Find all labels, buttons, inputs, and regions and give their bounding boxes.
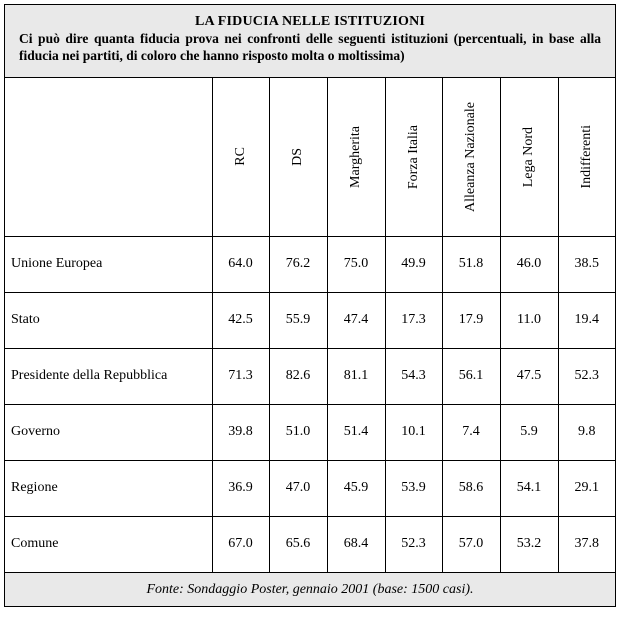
table-cell: 54.1 <box>500 460 558 516</box>
row-label: Regione <box>5 460 212 516</box>
table-cell: 52.3 <box>558 348 615 404</box>
table-cell: 42.5 <box>212 292 269 348</box>
table-title: LA FIDUCIA NELLE ISTITUZIONI <box>194 14 426 29</box>
column-header-label: Indifferenti <box>578 125 594 189</box>
column-header <box>442 78 500 236</box>
table-cell: 71.3 <box>212 348 269 404</box>
column-header <box>212 78 269 236</box>
table-cell: 17.9 <box>442 292 500 348</box>
column-header-label: Alleanza Nazionale <box>463 101 478 212</box>
column-header <box>385 78 442 236</box>
table-cell: 75.0 <box>327 236 385 292</box>
column-header-label: DS <box>290 147 305 166</box>
column-header <box>558 78 615 236</box>
table-cell: 47.5 <box>500 348 558 404</box>
column-header-row <box>5 78 615 236</box>
table-row <box>5 460 615 516</box>
table-cell: 53.9 <box>385 460 442 516</box>
table-frame <box>4 4 616 607</box>
row-label: Presidente della Repubblica <box>5 348 212 404</box>
table-cell: 67.0 <box>212 516 269 572</box>
row-label: Governo <box>5 404 212 460</box>
table-cell: 56.1 <box>442 348 500 404</box>
column-header <box>327 78 385 236</box>
table-cell: 37.8 <box>558 516 615 572</box>
table-cell: 36.9 <box>212 460 269 516</box>
table-cell: 47.4 <box>327 292 385 348</box>
table-cell: 64.0 <box>212 236 269 292</box>
table-cell: 51.0 <box>269 404 327 460</box>
table-row <box>5 348 615 404</box>
row-label: Unione Europea <box>5 236 212 292</box>
table-cell: 81.1 <box>327 348 385 404</box>
table-cell: 39.8 <box>212 404 269 460</box>
table-header <box>5 5 615 78</box>
column-header-label: Lega Nord <box>521 126 536 187</box>
table-row <box>5 292 615 348</box>
column-header-label: Forza Italia <box>405 124 421 189</box>
row-label: Stato <box>5 292 212 348</box>
column-header <box>269 78 327 236</box>
table-cell: 52.3 <box>385 516 442 572</box>
table-cell: 38.5 <box>558 236 615 292</box>
data-table <box>5 78 615 573</box>
table-row <box>5 236 615 292</box>
row-header-corner <box>5 78 212 236</box>
table-cell: 54.3 <box>385 348 442 404</box>
table-cell: 46.0 <box>500 236 558 292</box>
table-subtitle: Ci può dire quanta fiducia prova nei confronti delle seguenti istituzioni (percentuali, in base alla fiducia nei partiti, di coloro che hanno risposto molta o moltissima) <box>19 31 601 63</box>
table-cell: 68.4 <box>327 516 385 572</box>
table-cell: 5.9 <box>500 404 558 460</box>
table-cell: 29.1 <box>558 460 615 516</box>
table-cell: 11.0 <box>500 292 558 348</box>
table-cell: 9.8 <box>558 404 615 460</box>
table-cell: 76.2 <box>269 236 327 292</box>
column-header-label: Margherita <box>348 125 363 188</box>
table-cell: 49.9 <box>385 236 442 292</box>
table-cell: 51.8 <box>442 236 500 292</box>
row-label: Comune <box>5 516 212 572</box>
table-cell: 53.2 <box>500 516 558 572</box>
table-cell: 51.4 <box>327 404 385 460</box>
column-header-label: RC <box>232 147 248 167</box>
table-cell: 10.1 <box>385 404 442 460</box>
table-cell: 17.3 <box>385 292 442 348</box>
table-row <box>5 404 615 460</box>
table-row <box>5 516 615 572</box>
table-cell: 55.9 <box>269 292 327 348</box>
table-cell: 19.4 <box>558 292 615 348</box>
column-header <box>500 78 558 236</box>
table-cell: 45.9 <box>327 460 385 516</box>
table-footer-source: Fonte: Sondaggio Poster, gennaio 2001 (base: 1500 casi). <box>5 572 615 606</box>
table-cell: 82.6 <box>269 348 327 404</box>
table-cell: 47.0 <box>269 460 327 516</box>
table-cell: 57.0 <box>442 516 500 572</box>
table-cell: 65.6 <box>269 516 327 572</box>
table-cell: 58.6 <box>442 460 500 516</box>
table-cell: 7.4 <box>442 404 500 460</box>
